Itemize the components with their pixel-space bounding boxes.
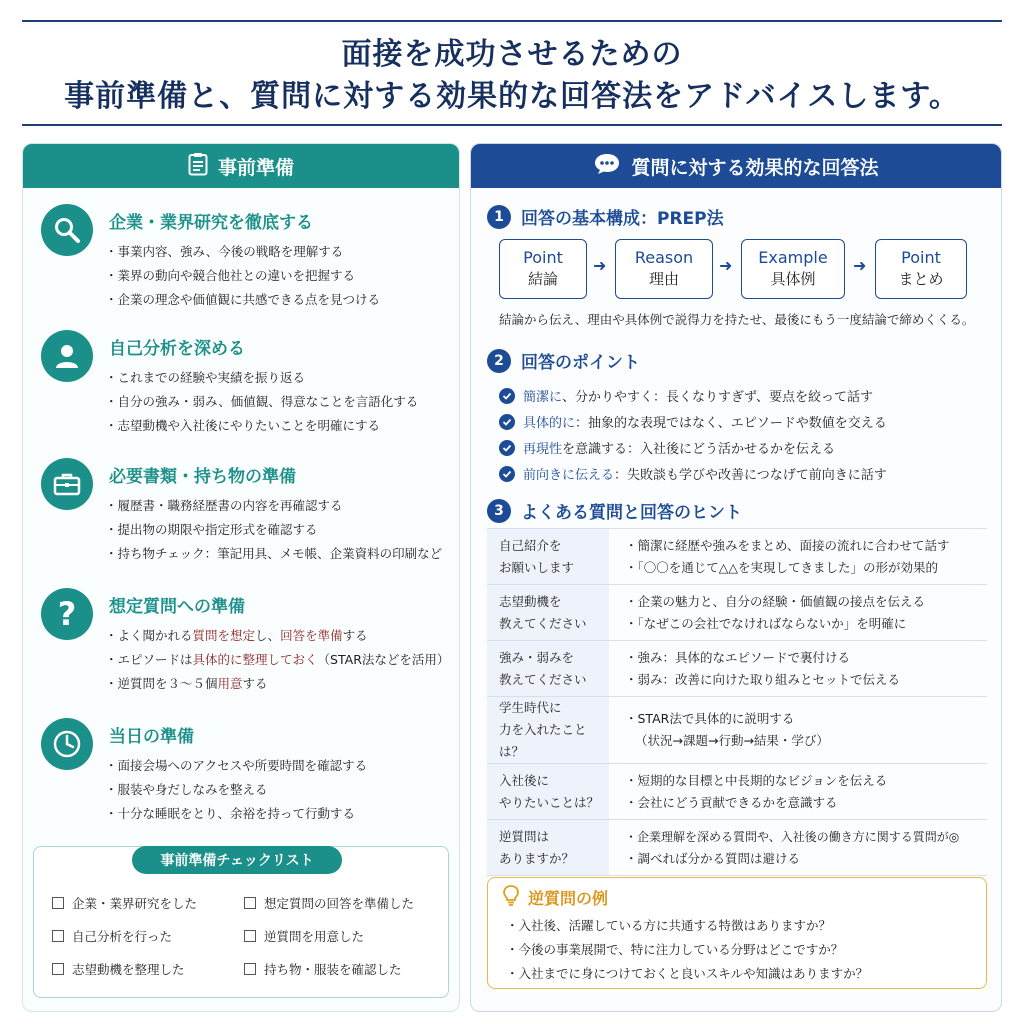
list-item: ・ 履歴書・職務経歴書の内容を再確認する <box>105 494 442 518</box>
arrow-right-icon: ➜ <box>853 256 867 275</box>
clipboard-icon <box>188 152 208 181</box>
checklist-item[interactable]: 想定質問の回答を準備した <box>244 894 414 912</box>
checklist-item[interactable]: 企業・業界研究をした <box>52 894 197 912</box>
section-list <box>105 624 449 696</box>
checkbox[interactable] <box>52 930 64 942</box>
preparation-panel <box>22 143 460 1012</box>
page-title-line2: 事前準備と、質問に対する効果的な回答法をアドバイスします。 <box>64 79 960 114</box>
section-list <box>105 754 367 826</box>
list-item: ・ 企業の理念や価値観に共感できる点を見つける <box>105 288 380 312</box>
person-icon <box>41 330 93 382</box>
list-item: ・ 提出物の期限や指定形式を確認する <box>105 518 442 542</box>
section-list <box>105 494 442 566</box>
list-item: ・ 服装や身だしなみを整える <box>105 778 367 802</box>
list-item: ・ これまでの経験や実績を振り返る <box>105 366 418 390</box>
check-circle-icon <box>499 440 515 456</box>
prep-example-box: Example 具体例 <box>741 239 845 299</box>
list-item: ・ 入社までに身につけておくと良いスキルや知識はありますか？ <box>506 962 868 986</box>
section-title: 必要書類・持ち物の準備 <box>109 467 296 487</box>
checklist-title: 事前準備チェックリスト <box>132 846 342 874</box>
list-item: ・ 事業内容、強み、今後の戦略を理解する <box>105 240 380 264</box>
table-row <box>487 697 987 764</box>
table-row <box>487 764 987 820</box>
points-section-title: 2 回答のポイント <box>487 348 640 373</box>
hint-cell: ・STAR法で具体的に説明する （状況→課題→行動→結果・学び） <box>609 697 987 764</box>
checklist-item[interactable]: 自己分析を行った <box>52 927 172 945</box>
list-item: ・ 志望動機や入社後にやりたいことを明確にする <box>105 414 418 438</box>
checkbox[interactable] <box>52 897 64 909</box>
answer-point: 簡潔に、分かりやすく：長くなりすぎず、要点を絞って話す <box>499 386 873 405</box>
list-item: ・ 持ち物チェック：筆記用具、メモ帳、企業資料の印刷など <box>105 542 442 566</box>
briefcase-icon <box>41 458 93 510</box>
section-title: 自己分析を深める <box>109 339 245 359</box>
prep-summary-box: Point まとめ <box>875 239 967 299</box>
list-item: ・ よく聞かれる質問を想定し、回答を準備する <box>105 624 449 648</box>
faq-table <box>487 528 987 876</box>
preparation-header <box>23 144 459 188</box>
top-rule <box>22 20 1002 22</box>
reverse-question-title: 逆質問の例 <box>502 884 608 910</box>
checklist-item[interactable]: 持ち物・服装を確認した <box>244 960 402 978</box>
list-item: ・ 逆質問を３～５個用意する <box>105 672 449 696</box>
search-icon <box>41 204 93 256</box>
clock-icon <box>41 718 93 770</box>
answer-method-heading: 質問に対する効果的な回答法 <box>631 156 879 179</box>
checkbox[interactable] <box>244 963 256 975</box>
lightbulb-icon <box>502 884 520 910</box>
faq-section-title: 3 よくある質問と回答のヒント <box>487 498 742 523</box>
preparation-heading: 事前準備 <box>217 156 294 179</box>
reverse-question-list <box>506 914 868 986</box>
question-cell: 志望動機を 教えてください <box>487 585 609 641</box>
checklist-item[interactable]: 逆質問を用意した <box>244 927 364 945</box>
answer-point: 再現性を意識する：入社後にどう活かせるかを伝える <box>499 438 835 457</box>
section-title: 当日の準備 <box>109 727 194 747</box>
section-list <box>105 366 418 438</box>
section-list <box>105 240 380 312</box>
table-row <box>487 641 987 697</box>
checklist-item[interactable]: 志望動機を整理した <box>52 960 185 978</box>
preparation-checklist <box>33 846 449 998</box>
hint-cell: ・企業理解を深める質問や、入社後の働き方に関する質問が◎ ・調べれば分かる質問は避ける <box>609 820 987 876</box>
prep-reason-box: Reason 理由 <box>615 239 713 299</box>
question-cell: 自己紹介を お願いします <box>487 529 609 585</box>
question-cell: 強み・弱みを 教えてください <box>487 641 609 697</box>
bottom-rule <box>22 124 1002 126</box>
section-title: 想定質問への準備 <box>109 597 245 617</box>
hint-cell: ・簡潔に経歴や強みをまとめ、面接の流れに合わせて話す ・「〇〇を通じて△△を実現してきました」の形が効果的 <box>609 529 987 585</box>
answer-point: 前向きに伝える：失敗談も学びや改善につなげて前向きに話す <box>499 464 887 483</box>
checkbox[interactable] <box>244 897 256 909</box>
list-item: ・ 十分な睡眠をとり、余裕を持って行動する <box>105 802 367 826</box>
answer-method-header <box>471 144 1001 188</box>
list-item: ・ 今後の事業展開で、特に注力している分野はどこですか？ <box>506 938 868 962</box>
check-circle-icon <box>499 414 515 430</box>
checkbox[interactable] <box>244 930 256 942</box>
list-item: ・ 面接会場へのアクセスや所要時間を確認する <box>105 754 367 778</box>
list-item: ・ 自分の強み・弱み、価値観、得意なことを言語化する <box>105 390 418 414</box>
question-cell: 逆質問は ありますか？ <box>487 820 609 876</box>
prep-point-box: Point 結論 <box>499 239 587 299</box>
table-row <box>487 585 987 641</box>
hint-cell: ・短期的な目標と中長期的なビジョンを伝える ・会社にどう貢献できるかを意識する <box>609 764 987 820</box>
question-cell: 入社後に やりたいことは？ <box>487 764 609 820</box>
check-circle-icon <box>499 466 515 482</box>
list-item: ・ エピソードは具体的に整理しておく（STAR法などを活用） <box>105 648 449 672</box>
section-title: 企業・業界研究を徹底する <box>109 213 313 233</box>
table-row <box>487 529 987 585</box>
reverse-question-examples <box>487 877 987 989</box>
answer-method-panel <box>470 143 1002 1012</box>
checkbox[interactable] <box>52 963 64 975</box>
prep-note: 結論から伝え、理由や具体例で説得力を持たせ、最後にもう一度結論で締めくくる。 <box>499 312 975 327</box>
arrow-right-icon: ➜ <box>719 256 733 275</box>
table-row <box>487 820 987 876</box>
hint-cell: ・強み：具体的なエピソードで裏付ける ・弱み：改善に向けた取り組みとセットで伝える <box>609 641 987 697</box>
chat-bubble-icon <box>593 152 621 181</box>
list-item: ・ 業界の動向や競合他社との違いを把握する <box>105 264 380 288</box>
question-cell: 学生時代に 力を入れたことは？ <box>487 697 609 764</box>
prep-section-title: 1 回答の基本構成：PREP法 <box>487 204 724 229</box>
page-title-line1: 面接を成功させるための <box>341 37 683 72</box>
arrow-right-icon: ➜ <box>593 256 607 275</box>
check-circle-icon <box>499 388 515 404</box>
list-item: ・ 入社後、活躍している方に共通する特徴はありますか？ <box>506 914 868 938</box>
question-icon: ? <box>41 588 93 640</box>
hint-cell: ・企業の魅力と、自分の経験・価値観の接点を伝える ・「なぜこの会社でなければならないか」を明確に <box>609 585 987 641</box>
answer-point: 具体的に：抽象的な表現ではなく、エピソードや数値を交える <box>499 412 887 431</box>
